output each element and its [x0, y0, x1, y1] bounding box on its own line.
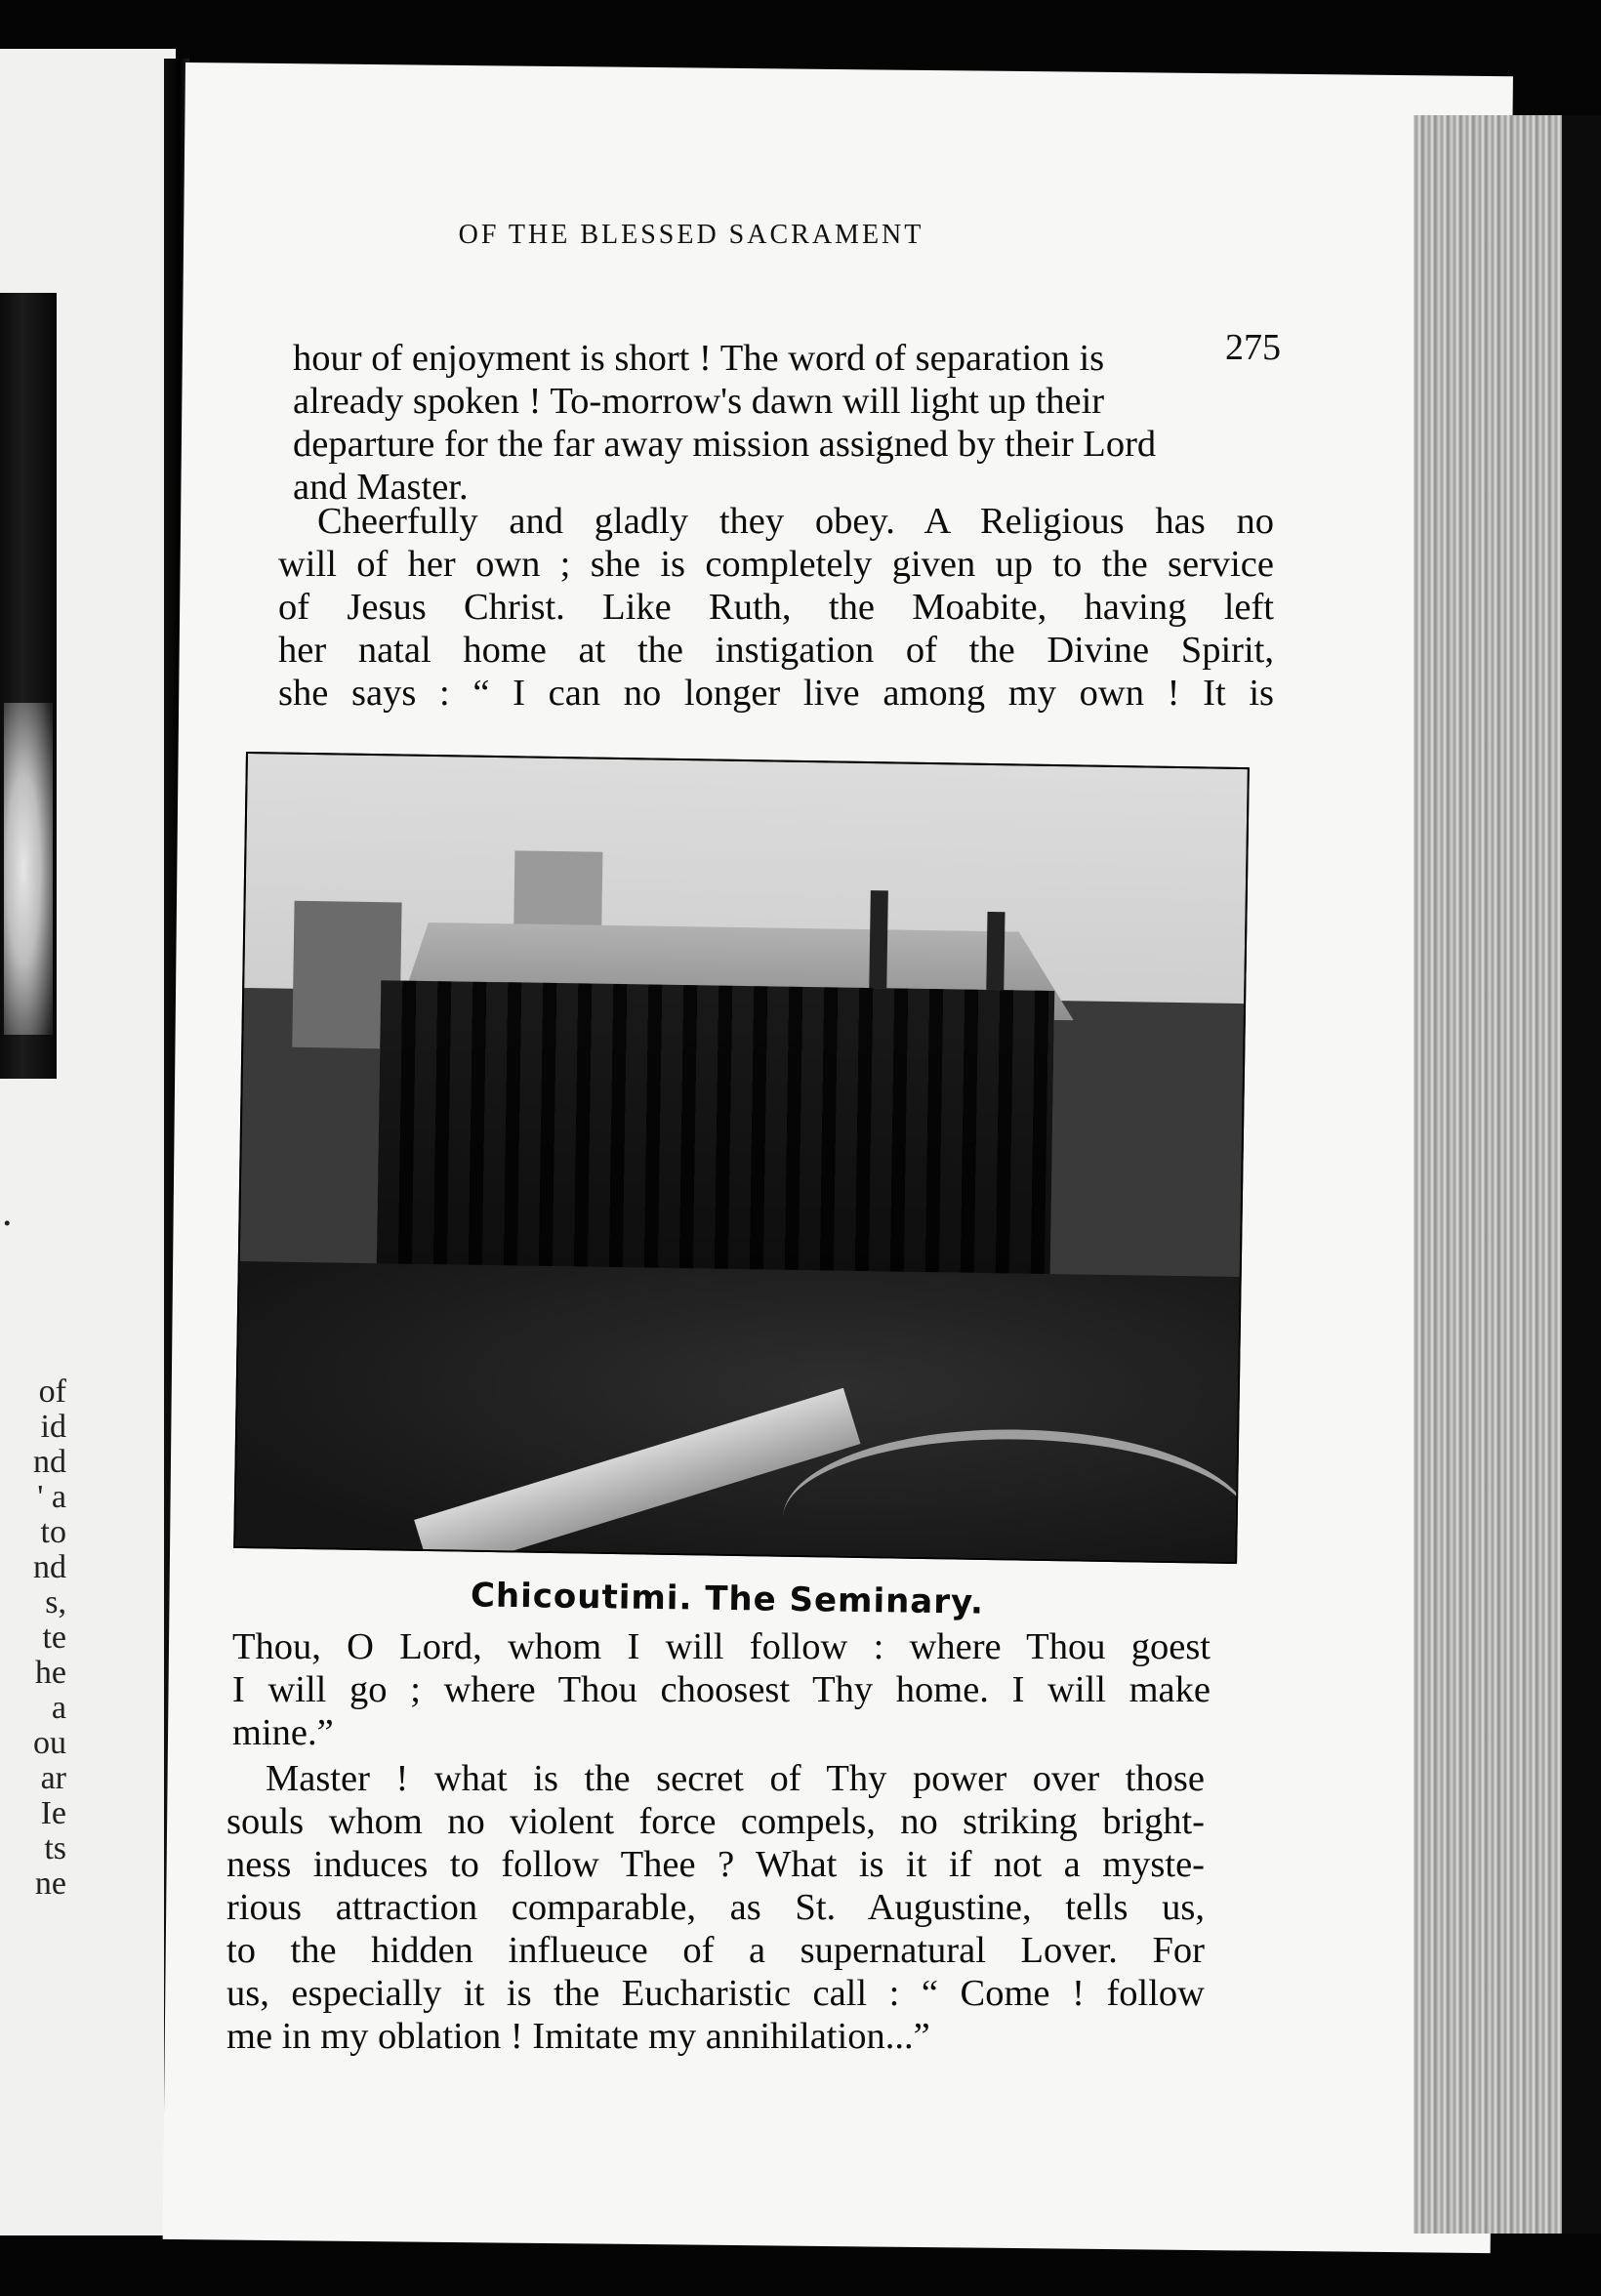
text-line: her natal home at the instigation of the Divine Spirit,: [278, 630, 1274, 671]
left-fragment-line: s,: [45, 1584, 66, 1620]
paragraph-cheerfully: [278, 500, 1274, 715]
paragraph-continuation: [293, 337, 1279, 509]
left-photo-highlight: [4, 703, 53, 1035]
left-fragment-line: a: [51, 1690, 66, 1726]
left-fragment-line: ar: [40, 1760, 66, 1796]
page-edge-shadow: [1562, 115, 1601, 2234]
seminary-photograph: [233, 752, 1250, 1564]
text-line: will of her own ; she is completely given up to the service: [278, 544, 1274, 585]
text-line: Thou, O Lord, whom I will follow : where Thou goest: [232, 1626, 1211, 1667]
text-line: mine.”: [232, 1712, 334, 1753]
left-fragment-line: te: [42, 1620, 66, 1656]
left-fragment-line: he: [34, 1655, 66, 1691]
running-head: OF THE BLESSED SACRAMENT: [458, 220, 924, 250]
left-fragment-line: nd: [33, 1444, 66, 1480]
left-fragment-line: id: [40, 1409, 66, 1445]
left-fragment-line: ' a: [37, 1479, 66, 1515]
text-line: hour of enjoyment is short ! The word of separation is: [293, 338, 1105, 379]
text-line: Cheerfully and gladly they obey. A Religious has no: [317, 501, 1274, 542]
left-fragment-line: Ie: [40, 1795, 66, 1831]
left-fragment-line: ne: [34, 1866, 66, 1902]
text-line: I will go ; where Thou choosest Thy home. I will make: [232, 1669, 1211, 1710]
text-line: Master ! what is the secret of Thy power over those: [266, 1758, 1205, 1799]
left-fragment-line: ou: [33, 1725, 66, 1761]
left-fragment-line: nd: [33, 1549, 66, 1585]
photo-caption: Chicoutimi. The Seminary.: [470, 1576, 985, 1622]
left-facing-page: [0, 49, 176, 2235]
page-edges: [1414, 115, 1580, 2234]
left-fragment-line: to: [40, 1514, 66, 1550]
left-fragment-line: of: [38, 1374, 66, 1410]
left-fragment-line: ts: [44, 1830, 66, 1866]
photo-chimney: [869, 890, 888, 998]
text-line: us, especially it is the Eucharistic call : “ Come ! follow: [226, 1973, 1205, 2014]
text-line: to the hidden influeuce of a supernatural Lover. For: [226, 1930, 1205, 1971]
paragraph-master: [226, 1757, 1205, 2058]
text-line: departure for the far away mission assigned by their Lord: [293, 424, 1157, 465]
left-page-text-fragments: [8, 1374, 66, 1902]
text-line: ness induces to follow Thee ? What is it if not a myste-: [226, 1844, 1205, 1885]
text-line: already spoken ! To-morrow's dawn will light up their: [293, 381, 1105, 422]
text-line: and Master.: [293, 467, 469, 508]
text-line: me in my oblation ! Imitate my annihilation...”: [226, 2016, 930, 2057]
left-page-photo-fragment: [0, 293, 57, 1079]
text-line: souls whom no violent force compels, no striking bright-: [226, 1801, 1205, 1842]
photo-seminary-building: [376, 980, 1054, 1313]
paragraph-after-photo: [232, 1625, 1211, 1754]
page-number: 275: [1225, 327, 1281, 368]
text-line: rious attraction comparable, as St. Augustine, tells us,: [226, 1887, 1205, 1928]
text-line: she says : “ I can no longer live among my own ! It is: [278, 673, 1274, 714]
left-page-mark: .: [2, 1190, 13, 1235]
text-line: of Jesus Christ. Like Ruth, the Moabite, having left: [278, 587, 1274, 628]
